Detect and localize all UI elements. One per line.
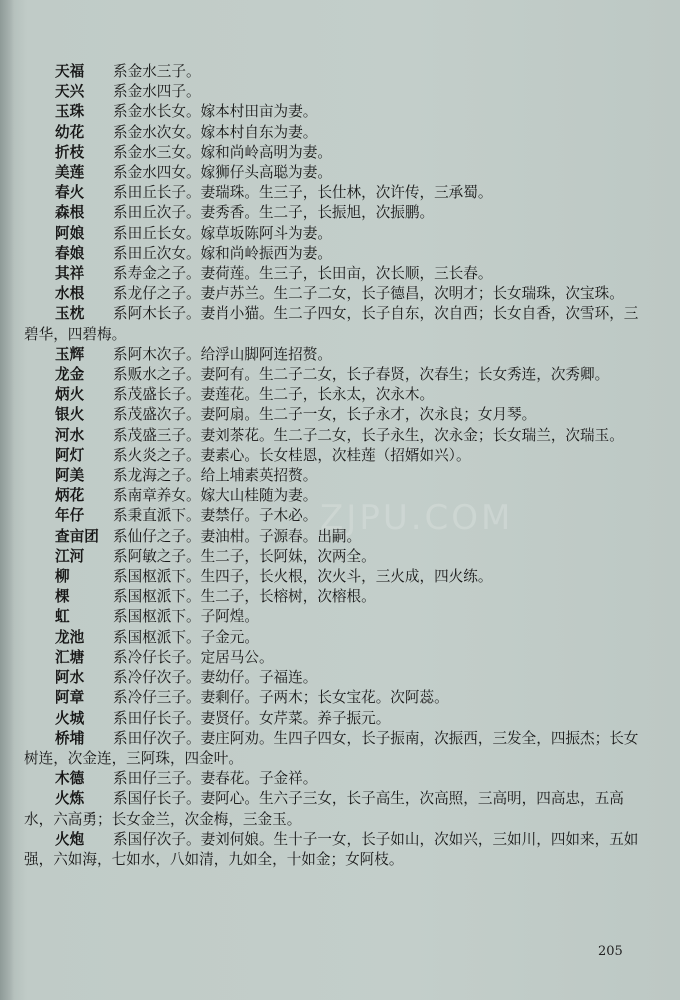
genealogy-entry [24,82,642,102]
genealogy-entry [24,506,642,526]
entry-description: 系火炎之子。妻素心。长女桂恩，次桂莲（招婿如兴）。 [113,446,471,464]
genealogy-entry [24,304,642,344]
genealogy-entry [24,163,642,183]
entry-name: 春火 [55,184,85,202]
entry-description: 系田丘次子。妻秀香。生二子，长振旭，次振鹏。 [113,204,435,222]
entry-name: 阿娘 [55,224,85,242]
entry-name: 阿美 [55,467,85,485]
entry-description: 系秉直派下。妻禁仔。子木必。 [113,507,318,525]
genealogy-entry [24,62,642,82]
entry-description: 系田丘长女。嫁草坂陈阿斗为妻。 [113,224,332,242]
entry-name: 龙金 [55,366,85,384]
entry-name: 玉辉 [55,345,85,363]
entry-name: 阿水 [55,669,85,687]
entry-description: 系田仔次子。妻庄阿劝。生四子四女，长子振南，次振西，三发全，四振杰；长女树连，次金连，三阿珠，四金叶。 [24,729,639,767]
entry-name: 阿章 [55,689,85,707]
genealogy-entry [24,284,642,304]
entry-description: 系金水三子。 [113,63,201,80]
entry-name: 虹 [55,608,70,626]
genealogy-entry [24,446,642,466]
entry-description: 系田丘长子。妻瑞珠。生三子，长仕林，次许传，三承蜀。 [113,184,493,202]
entry-description: 系阿木次子。给浮山脚阿连招赘。 [113,345,332,363]
entry-name: 天福 [55,63,85,80]
entry-name: 龙池 [55,628,85,646]
entry-description: 系冷仔长子。定居马公。 [113,648,274,666]
entry-name: 查亩团 [55,527,99,545]
entry-description: 系金水四子。 [113,83,201,101]
entry-name: 棵 [55,588,70,606]
genealogy-entry [24,264,642,284]
entry-description: 系田仔长子。妻贤仔。女芹菜。养子振元。 [113,709,391,727]
entry-description: 系国枢派下。生四子，长火根，次火斗，三火成，四火练。 [113,568,493,586]
genealogy-entry [24,628,642,648]
entry-name: 年仔 [55,507,85,525]
genealogy-entry [24,426,642,446]
entry-name: 水根 [55,285,85,303]
entry-name: 炳火 [55,386,85,404]
entry-name: 柳 [55,568,70,586]
genealogy-entry [24,466,642,486]
entry-description: 系龙海之子。给上埔素英招赘。 [113,467,318,485]
entry-description: 系田丘次女。嫁和尚岭振西为妻。 [113,244,332,262]
entry-name: 其祥 [55,265,85,283]
entry-description: 系金水次女。嫁本村自东为妻。 [113,123,318,141]
genealogy-entry [24,385,642,405]
entry-description: 系阿木长子。妻肖小猫。生二子四女，长子自东，次自西；长女自香，次雪环，三碧华，四碧梅。 [24,305,639,343]
entry-name: 木德 [55,770,85,788]
entry-description: 系茂盛次子。妻阿扇。生二子一女，长子永才，次永良；女月琴。 [113,406,537,424]
page-number: 205 [598,944,623,959]
entry-name: 森根 [55,204,85,222]
entry-description: 系金水三女。嫁和尚岭高明为妻。 [113,143,332,161]
entry-description: 系国仔次子。妻刘何娘。生十子一女，长子如山，次如兴，三如川，四如来，五如强，六如海，七如水，八如清，九如全，十如金；女阿枝。 [24,830,639,868]
entry-description: 系国枢派下。生二子，长榕树，次榕根。 [113,588,376,606]
genealogy-entry [24,224,642,244]
entry-name: 美莲 [55,164,85,182]
entry-name: 火炼 [55,790,85,808]
genealogy-entry [24,668,642,688]
genealogy-entry [24,527,642,547]
book-spine-shadow [0,0,14,1000]
entry-description: 系金水四女。嫁狮仔头高聪为妻。 [113,164,332,182]
entry-name: 河水 [55,426,85,444]
genealogy-entry [24,365,642,385]
entry-description: 系国枢派下。子阿煌。 [113,608,259,626]
genealogy-entry [24,203,642,223]
genealogy-entry [24,769,642,789]
entry-description: 系冷仔次子。妻幼仔。子福连。 [113,669,318,687]
entry-name: 玉枕 [55,305,85,323]
genealogy-entry [24,486,642,506]
entry-name: 火炮 [55,830,85,848]
entry-description: 系南章养女。嫁大山桂随为妻。 [113,487,318,505]
genealogy-entry [24,102,642,122]
entry-name: 春娘 [55,244,85,262]
entry-description: 系仙仔之子。妻油柑。子源春。出嗣。 [113,527,362,545]
genealogy-entry [24,345,642,365]
genealogy-entry [24,830,642,870]
genealogy-entry [24,567,642,587]
entry-name: 天兴 [55,83,85,101]
genealogy-entry [24,547,642,567]
genealogy-entry [24,709,642,729]
entry-description: 系田仔三子。妻春花。子金祥。 [113,770,318,788]
genealogy-entry [24,688,642,708]
entry-name: 玉珠 [55,103,85,121]
entry-name: 银火 [55,406,85,424]
genealogy-entry [24,789,642,829]
entry-name: 炳花 [55,487,85,505]
entry-name: 桥埔 [55,729,85,747]
genealogy-entry [24,183,642,203]
entry-description: 系国枢派下。子金元。 [113,628,259,646]
entry-name: 阿灯 [55,446,85,464]
genealogy-entry [24,405,642,425]
entry-description: 系国仔长子。妻阿心。生六子三女，长子高生，次高照，三高明，四高忠，五高水，六高勇；长女金兰，次金梅，三金玉。 [24,790,624,828]
entry-description: 系茂盛长子。妻莲花。生二子，长永太，次永木。 [113,386,435,404]
genealogy-entry [24,123,642,143]
entry-description: 系金水长女。嫁本村田亩为妻。 [113,103,318,121]
genealogy-entry-list [24,62,642,870]
genealogy-entry [24,648,642,668]
genealogy-entry [24,244,642,264]
entry-description: 系贩水之子。妻阿有。生二子二女，长子春贤，次春生；长女秀连，次秀卿。 [113,366,610,384]
entry-name: 汇塘 [55,648,85,666]
genealogy-entry [24,143,642,163]
watermark: ZJPU.COM [320,498,514,538]
entry-description: 系寿金之子。妻荷莲。生三子，长田亩，次长顺，三长春。 [113,265,493,283]
entry-description: 系阿敏之子。生二子，长阿妹，次两全。 [113,547,376,565]
entry-description: 系冷仔三子。妻剩仔。子两木；长女宝花。次阿蕊。 [113,689,449,707]
entry-name: 幼花 [55,123,85,141]
genealogy-entry [24,587,642,607]
entry-name: 江河 [55,547,85,565]
entry-description: 系龙仔之子。妻卢苏兰。生二子二女，长子德昌，次明才；长女瑞珠，次宝珠。 [113,285,624,303]
genealogy-entry [24,729,642,769]
genealogy-entry [24,607,642,627]
entry-name: 折枝 [55,143,85,161]
entry-description: 系茂盛三子。妻刘茶花。生二子二女，长子永生，次永金；长女瑞兰，次瑞玉。 [113,426,624,444]
entry-name: 火城 [55,709,85,727]
